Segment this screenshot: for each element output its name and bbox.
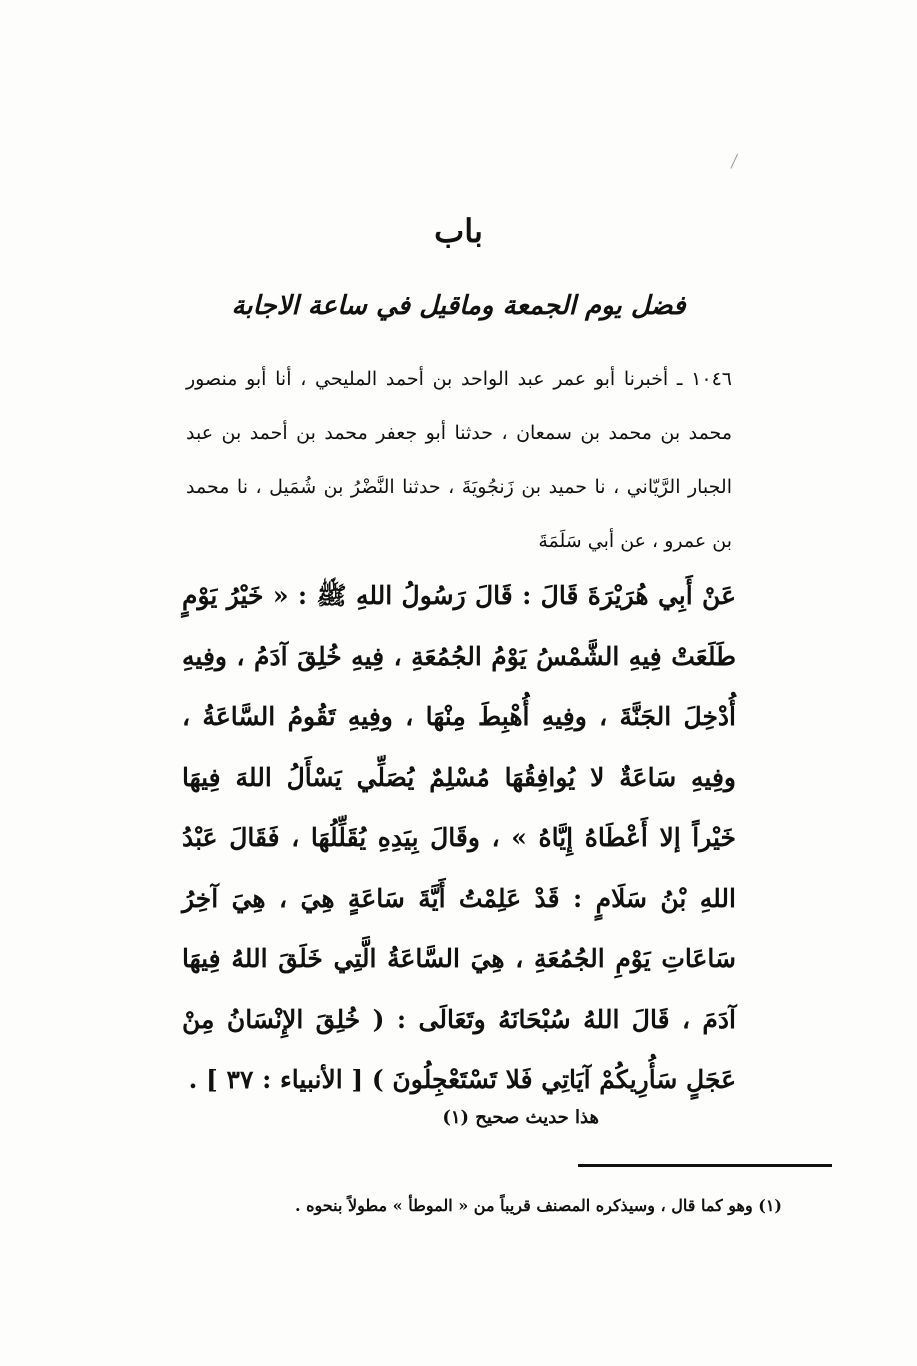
chapter-subtitle: فضل يوم الجمعة وماقيل في ساعة الاجابة	[231, 291, 686, 321]
footnote: (١) وهو كما قال ، وسيذكره المصنف قريباً من « الموطأ » مطولاً بنحوه .	[295, 1196, 782, 1215]
hadith-matn: عَنْ أَبِي هُرَيْرَةَ قَالَ : قَالَ رَسُولُ اللهِ ﷺ : « خَيْرُ يَوْمٍ طَلَعَتْ فِيهِ الشَّمْسُ يَوْمُ الجُمُعَةِ ، فِيهِ خُلِقَ آدَمُ ، وفِيهِ أُدْخِلَ الجَنَّةَ ، وفِيهِ أُهْبِطَ مِنْهَا ، وفِيهِ تَقُومُ السَّاعَةُ ، وفِيهِ سَاعَةٌ لا يُوافِقُهَا مُسْلِمٌ يُصَلِّي يَسْأَلُ اللهَ فِيهَا خَيْراً إلا أَعْطَاهُ إِيَّاهُ » ، وقَالَ بِيَدِهِ يُقَلِّلُهَا ، فَقَالَ عَبْدُ اللهِ بْنُ سَلَامٍ : قَدْ عَلِمْتُ أَيَّةَ سَاعَةٍ هِيَ ، هِيَ آخِرُ سَاعَاتِ يَوْمِ الجُمُعَةِ ، هِيَ السَّاعَةُ الَّتِي خَلَقَ اللهُ فِيهَا آدَمَ ، قَالَ اللهُ سُبْحَانَهُ وتَعَالَى : ( خُلِقَ الإِنْسَانُ مِنْ عَجَلٍ سَأُرِيكُمْ آيَاتِي فَلا تَسْتَعْجِلُونَ ) [ الأنبياء : ٣٧ ] .	[182, 581, 736, 1094]
paper-speck	[725, 151, 738, 168]
hadith-isnad: ١٠٤٦ ـ أخبرنا أبو عمر عبد الواحد بن أحمد المليحي ، أنا أبو منصور محمد بن محمد بن سمعان ، حدثنا أبو جعفر محمد بن أحمد بن عبد الجبار الرَّيّاني ، نا حميد بن زَنجُويَةَ ، حدثنا النَّضْرُ بن شُمَيل ، نا محمد بن عمرو ، عن أبي سَلَمَةَ	[186, 368, 732, 552]
chapter-heading: باب	[434, 212, 483, 250]
footnote-separator	[578, 1164, 832, 1167]
hadith-grade: هذا حديث صحيح (١)	[442, 1107, 599, 1128]
